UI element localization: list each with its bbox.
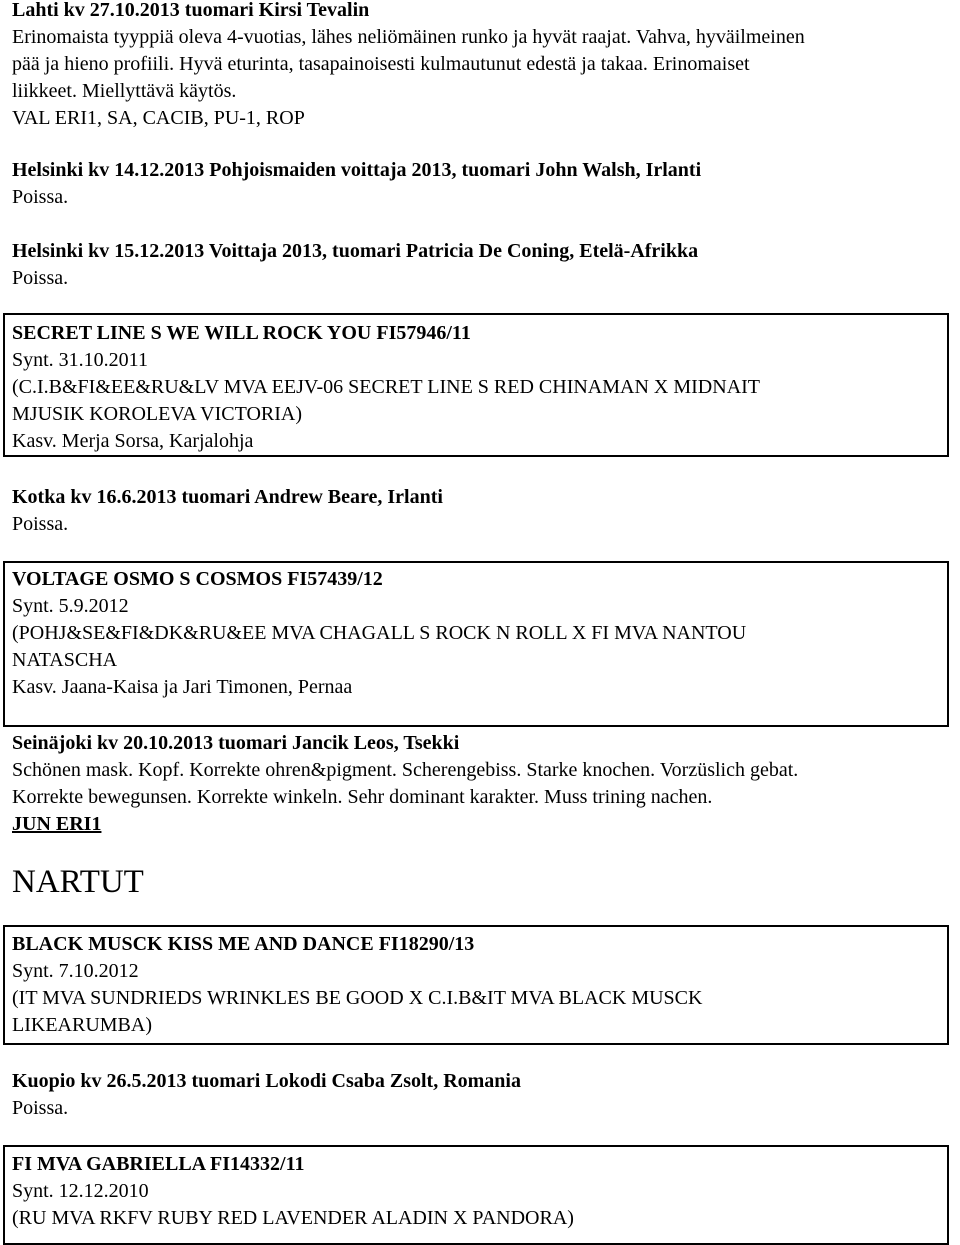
- dog-breeder: Kasv. Jaana-Kaisa ja Jari Timonen, Pernaa: [12, 676, 353, 698]
- dog-birth-date: Synt. 12.12.2010: [12, 1180, 149, 1202]
- dog-pedigree-line-2: MJUSIK KOROLEVA VICTORIA): [12, 403, 303, 425]
- dog-pedigree-line-1: (C.I.B&FI&EE&RU&LV MVA EEJV-06 SECRET LINE S RED CHINAMAN X MIDNAIT: [12, 376, 761, 398]
- dog-pedigree-line-1: (RU MVA RKFV RUBY RED LAVENDER ALADIN X PANDORA): [12, 1207, 574, 1229]
- show-result: Poissa.: [12, 513, 69, 535]
- show-heading-helsinki-15: Helsinki kv 15.12.2013 Voittaja 2013, tuomari Patricia De Coning, Etelä-Afrikka: [12, 240, 699, 262]
- dog-name: VOLTAGE OSMO S COSMOS FI57439/12: [12, 568, 383, 590]
- dog-name: SECRET LINE S WE WILL ROCK YOU FI57946/11: [12, 322, 471, 344]
- show-heading-lahti: Lahti kv 27.10.2013 tuomari Kirsi Tevalin: [12, 0, 370, 21]
- critique-line-1: Schönen mask. Kopf. Korrekte ohren&pigment. Scherengebiss. Starke knochen. Vorzüslich gebat.: [12, 759, 799, 781]
- dog-name: BLACK MUSCK KISS ME AND DANCE FI18290/13: [12, 933, 475, 955]
- show-heading-kuopio: Kuopio kv 26.5.2013 tuomari Lokodi Csaba Zsolt, Romania: [12, 1070, 521, 1092]
- dog-pedigree-line-1: (POHJ&SE&FI&DK&RU&EE MVA CHAGALL S ROCK N ROLL X FI MVA NANTOU: [12, 622, 747, 644]
- section-heading: NARTUT: [12, 864, 144, 900]
- show-result: Poissa.: [12, 186, 69, 208]
- show-result: VAL ERI1, SA, CACIB, PU-1, ROP: [12, 107, 305, 129]
- dog-pedigree-line-2: LIKEARUMBA): [12, 1014, 152, 1036]
- show-result: Poissa.: [12, 267, 69, 289]
- show-result: Poissa.: [12, 1097, 69, 1119]
- dog-pedigree-line-1: (IT MVA SUNDRIEDS WRINKLES BE GOOD X C.I.B&IT MVA BLACK MUSCK: [12, 987, 703, 1009]
- critique-line-2: Korrekte bewegunsen. Korrekte winkeln. Sehr dominant karakter. Muss trining nachen.: [12, 786, 713, 808]
- critique-line-2: pää ja hieno profiili. Hyvä eturinta, tasapainoisesti kulmautunut edestä ja takaa. Erinomaiset: [12, 53, 750, 75]
- critique-line-3: liikkeet. Miellyttävä käytös.: [12, 80, 237, 102]
- dog-birth-date: Synt. 31.10.2011: [12, 349, 148, 371]
- show-heading-kotka: Kotka kv 16.6.2013 tuomari Andrew Beare, Irlanti: [12, 486, 443, 508]
- show-result: JUN ERI1: [12, 813, 102, 835]
- dog-name: FI MVA GABRIELLA FI14332/11: [12, 1153, 305, 1175]
- dog-birth-date: Synt. 7.10.2012: [12, 960, 139, 982]
- dog-breeder: Kasv. Merja Sorsa, Karjalohja: [12, 430, 254, 452]
- critique-line-1: Erinomaista tyyppiä oleva 4-vuotias, lähes neliömäinen runko ja hyvät raajat. Vahva, hyväilmeinen: [12, 26, 805, 48]
- dog-birth-date: Synt. 5.9.2012: [12, 595, 129, 617]
- show-heading-helsinki-14: Helsinki kv 14.12.2013 Pohjoismaiden voittaja 2013, tuomari John Walsh, Irlanti: [12, 159, 702, 181]
- show-heading-seinajoki: Seinäjoki kv 20.10.2013 tuomari Jancik Leos, Tsekki: [12, 732, 460, 754]
- dog-pedigree-line-2: NATASCHA: [12, 649, 118, 671]
